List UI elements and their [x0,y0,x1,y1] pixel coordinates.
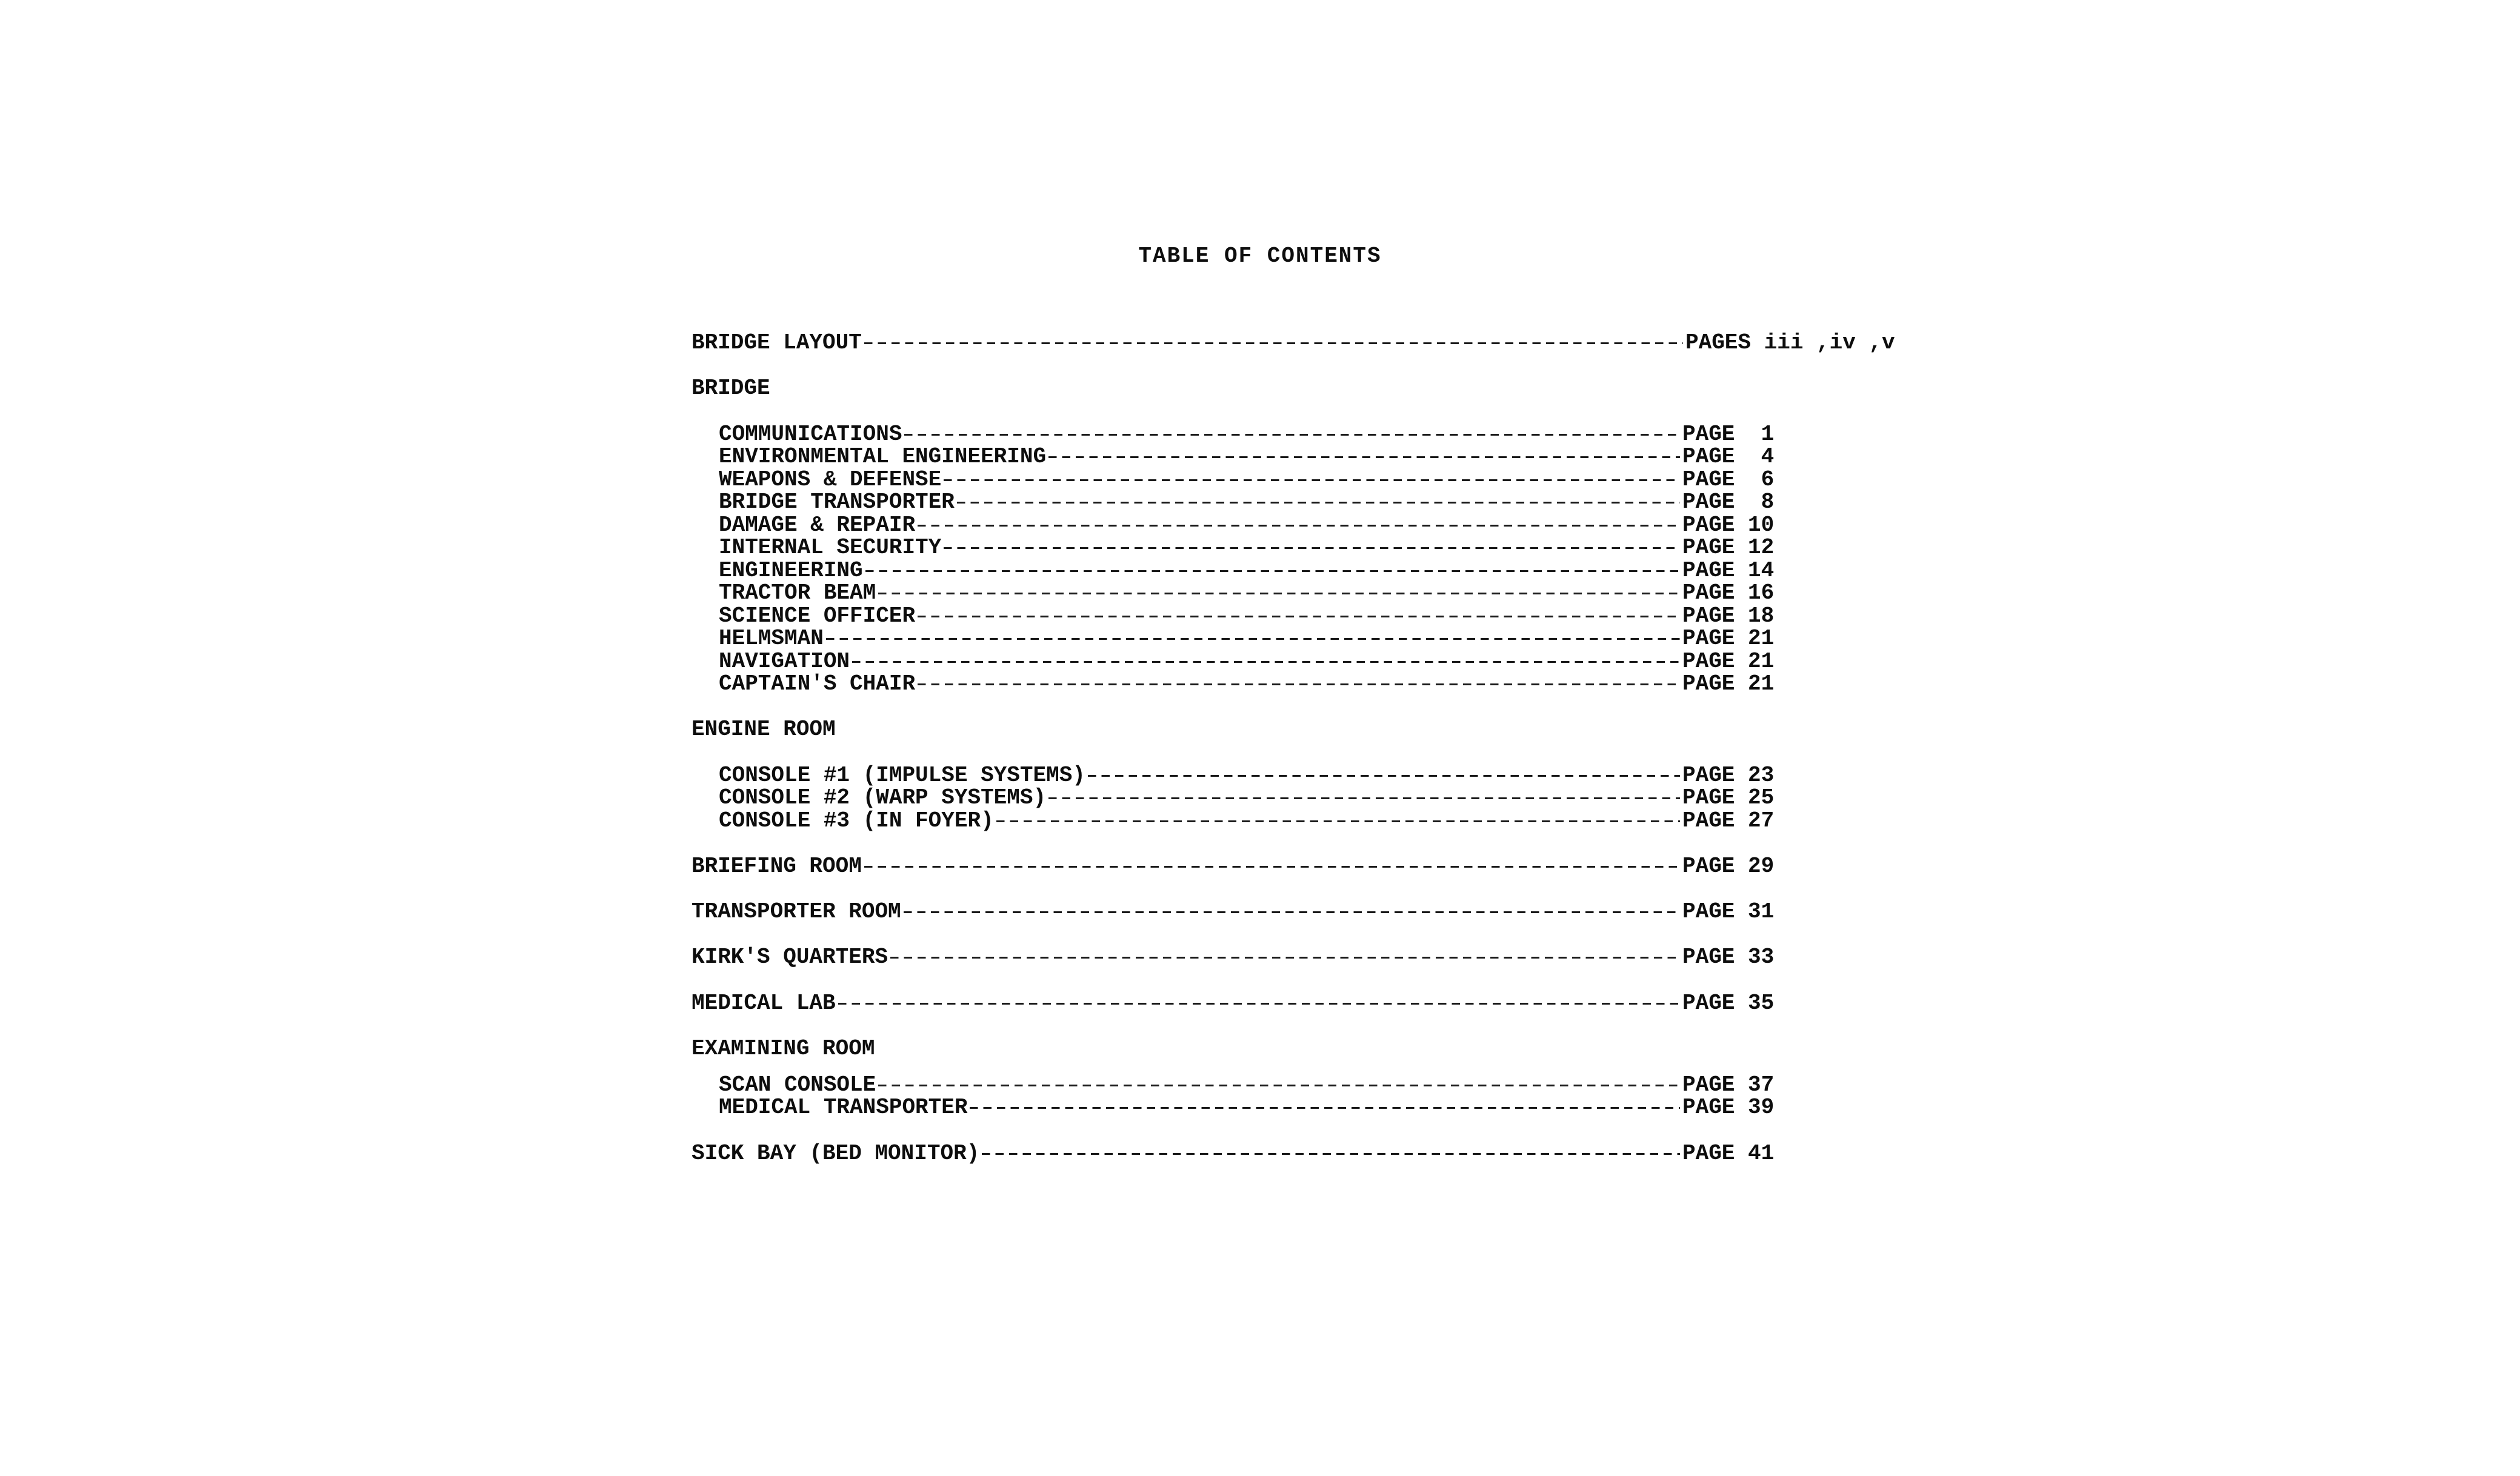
toc-entry [719,445,1782,469]
dotted-leader [826,638,1680,640]
toc-entry-label: BRIDGE LAYOUT [692,330,862,355]
dotted-leader [944,547,1680,549]
dotted-leader [996,820,1680,822]
toc-entry [719,1095,1782,1120]
toc-entry-page: PAGE 4 [1682,444,1775,469]
toc-entry [719,559,1782,583]
toc-entry [719,786,1782,810]
dotted-leader [890,957,1680,959]
toc-entry-page: PAGE 35 [1682,991,1775,1016]
toc-entry [719,763,1782,788]
dotted-leader [1088,775,1680,777]
dotted-leader [864,866,1680,868]
toc-entry-label: DAMAGE & REPAIR [719,513,916,537]
toc-entry-label: WEAPONS & DEFENSE [719,467,942,492]
toc-entry-label: CONSOLE #3 (IN FOYER) [719,808,994,833]
toc-entry-page: PAGE 16 [1682,580,1775,605]
toc-entry [719,627,1782,651]
page-title: TABLE OF CONTENTS [1138,244,1382,268]
toc-entry-label: NAVIGATION [719,649,850,674]
toc-entry-label: KIRK'S QUARTERS [692,945,888,969]
dotted-leader [970,1107,1680,1109]
toc-entry [719,513,1782,537]
toc-entry-label: HELMSMAN [719,626,824,651]
toc-entry-kirks-quarters [692,945,1782,969]
toc-entry-page: PAGE 27 [1682,808,1775,833]
dotted-leader [1048,797,1680,799]
toc-entry-page: PAGE 21 [1682,626,1775,651]
toc-entry-page: PAGE 39 [1682,1095,1775,1120]
toc-entry-label: INTERNAL SECURITY [719,535,942,560]
dotted-leader [918,616,1680,617]
toc-entry-page: PAGE 8 [1682,490,1775,514]
toc-entry [719,809,1782,833]
toc-entry-page: PAGES iii ,iv ,v [1685,330,1895,355]
toc-entry [719,490,1782,514]
toc-entry-page: PAGE 37 [1682,1072,1775,1097]
toc-entry-page: PAGE 18 [1682,603,1775,628]
toc-entry-page: PAGE 29 [1682,854,1775,879]
section-heading-examining-room: EXAMINING ROOM [692,1036,875,1061]
toc-entry [719,581,1782,605]
toc-entry [719,672,1782,696]
toc-entry [719,536,1782,560]
toc-entry-label: CONSOLE #1 (IMPULSE SYSTEMS) [719,763,1085,788]
dotted-leader [838,1003,1680,1005]
dotted-leader [864,342,1683,344]
dotted-leader [878,593,1680,594]
toc-entry-bridge-layout [692,331,1916,355]
toc-entry-label: SCIENCE OFFICER [719,603,916,628]
toc-entry-page: PAGE 10 [1682,513,1775,537]
toc-entry-transporter-room [692,900,1782,924]
section-heading-engine-room: ENGINE ROOM [692,717,836,742]
toc-entry-page: PAGE 23 [1682,763,1775,788]
toc-entry-label: MEDICAL LAB [692,991,836,1016]
dotted-leader [1048,456,1680,458]
toc-entry-label: SICK BAY (BED MONITOR) [692,1141,980,1166]
dotted-leader [865,570,1680,572]
dotted-leader [918,525,1680,527]
dotted-leader [944,479,1680,481]
toc-entry-page: PAGE 21 [1682,649,1775,674]
toc-entry-label: SCAN CONSOLE [719,1072,876,1097]
dotted-leader [982,1153,1680,1155]
dotted-leader [904,434,1680,436]
toc-entry-label: TRACTOR BEAM [719,580,876,605]
toc-entry-sick-bay [692,1142,1782,1166]
toc-entry-label: COMMUNICATIONS [719,422,902,447]
toc-entry-label: BRIEFING ROOM [692,854,862,879]
toc-entry-medical-lab [692,991,1782,1016]
toc-entry [719,604,1782,628]
toc-entry-label: ENVIRONMENTAL ENGINEERING [719,444,1047,469]
toc-entry-label: BRIDGE TRANSPORTER [719,490,955,514]
toc-entry-label: ENGINEERING [719,558,863,583]
toc-entry-label: CONSOLE #2 (WARP SYSTEMS) [719,785,1047,810]
toc-entry [719,468,1782,492]
toc-entry-page: PAGE 31 [1682,899,1775,924]
dotted-leader [918,683,1680,685]
toc-entry-label: CAPTAIN'S CHAIR [719,671,916,696]
toc-entry [719,650,1782,674]
toc-entry-briefing-room [692,854,1782,879]
toc-entry-page: PAGE 25 [1682,785,1775,810]
dotted-leader [957,502,1680,504]
dotted-leader [852,661,1680,663]
toc-entry-label: MEDICAL TRANSPORTER [719,1095,968,1120]
toc-entry-page: PAGE 41 [1682,1141,1775,1166]
dotted-leader [878,1085,1680,1086]
toc-entry-page: PAGE 14 [1682,558,1775,583]
toc-entry-page: PAGE 33 [1682,945,1775,969]
toc-entry-page: PAGE 1 [1682,422,1775,447]
toc-entry-page: PAGE 6 [1682,467,1775,492]
toc-entry [719,1073,1782,1097]
toc-entry [719,422,1782,447]
section-heading-bridge: BRIDGE [692,376,770,401]
toc-entry-label: TRANSPORTER ROOM [692,899,901,924]
dotted-leader [904,911,1680,913]
toc-entry-page: PAGE 21 [1682,671,1775,696]
toc-entry-page: PAGE 12 [1682,535,1775,560]
